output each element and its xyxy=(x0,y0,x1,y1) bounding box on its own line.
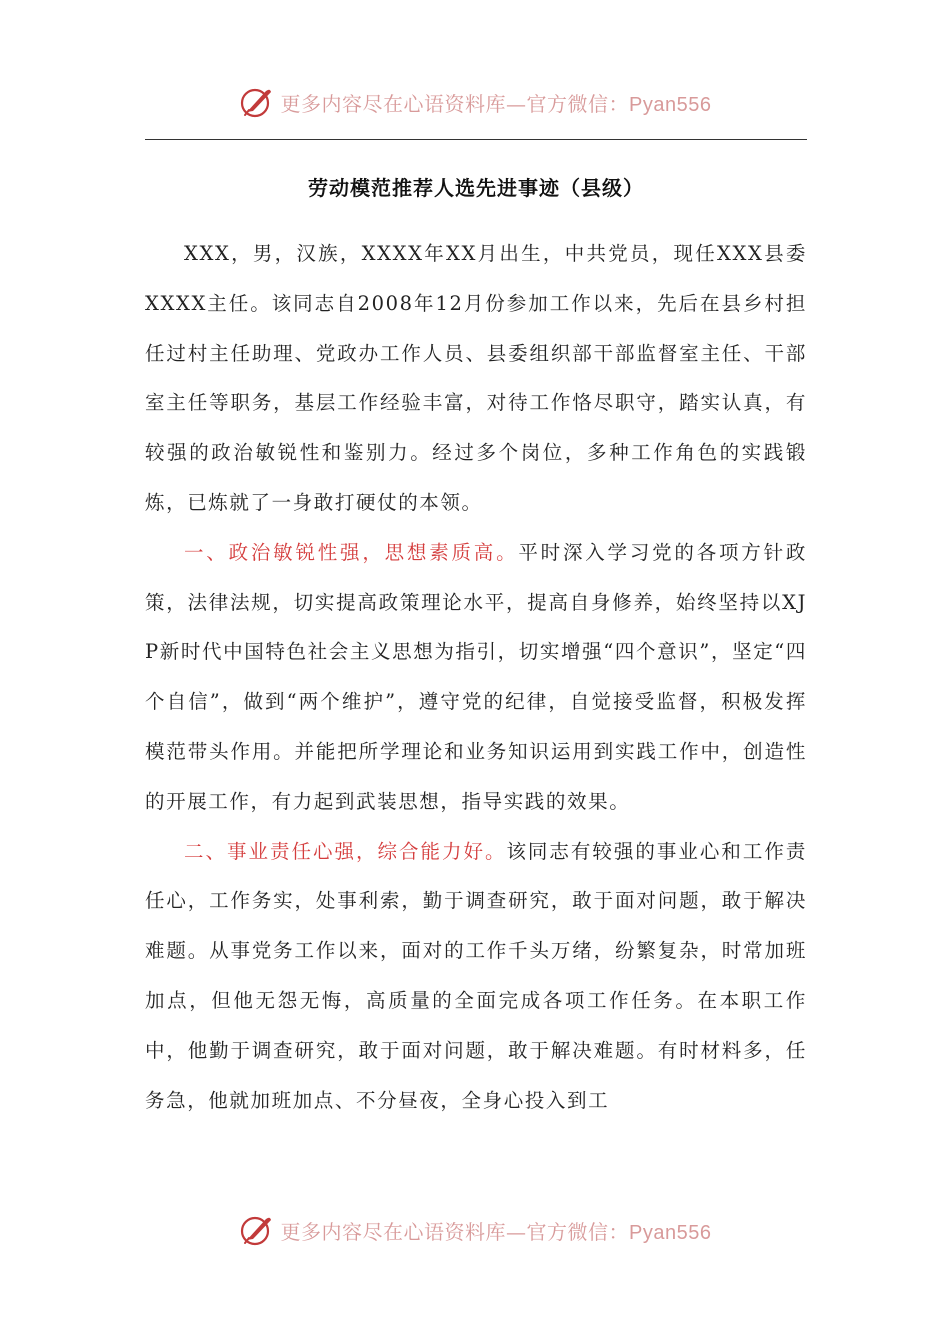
paragraph-text: 该同志有较强的事业心和工作责任心，工作务实，处事利索，勤于调查研究，敢于面对问题，敢于解决难题。从事党务工作以来，面对的工作千头万绪，纷繁复杂，时常加班加点，但他无怨无悔，高质量的全面完成各项工作任务。在本职工作中，他勤于调查研究，敢于面对问题，敢于解决难题。有时材料多，任务急，他就加班加点、不分昼夜，全身心投入到工 xyxy=(145,839,807,1112)
section-one-paragraph xyxy=(145,528,807,827)
footer-banner xyxy=(0,1208,950,1252)
quill-logo-icon xyxy=(239,1212,275,1248)
paragraph-text: 平时深入学习党的各项方针政策，法律法规，切实提高政策理论水平，提高自身修养，始终坚持以XJP新时代中国特色社会主义思想为指引，切实增强“四个意识”，坚定“四个自信”，做到“两个维护”，遵守党的纪律，自觉接受监督，积极发挥模范带头作用。并能把所学理论和业务知识运用到实践工作中，创造性的开展工作，有力起到武装思想，指导实践的效果。 xyxy=(145,540,807,813)
document-body xyxy=(145,229,807,1125)
banner-text: 更多内容尽在心语资料库—官方微信：Pyan556 xyxy=(280,91,712,116)
section-heading: 二、事业责任心强，综合能力好。 xyxy=(184,839,507,863)
quill-logo-icon xyxy=(239,84,275,120)
section-two-paragraph xyxy=(145,827,807,1126)
wechat-id: Pyan556 xyxy=(629,93,712,116)
header-divider xyxy=(145,139,807,140)
banner-text: 更多内容尽在心语资料库—官方微信：Pyan556 xyxy=(280,1219,712,1244)
paragraph-text: XXX，男，汉族，XXXX年XX月出生，中共党员，现任XXX县委XXXX主任。该同志自2008年12月份参加工作以来，先后在县乡村担任过村主任助理、党政办工作人员、县委组织部干部监督室主任、干部室主任等职务，基层工作经验丰富，对待工作恪尽职守，踏实认真，有较强的政治敏锐性和鉴别力。经过多个岗位，多种工作角色的实践锻炼，已炼就了一身敢打硬仗的本领。 xyxy=(145,242,807,514)
header-banner xyxy=(0,80,950,124)
document-title: 劳动模范推荐人选先进事迹（县级） xyxy=(308,176,644,200)
wechat-id: Pyan556 xyxy=(629,1221,712,1244)
intro-paragraph xyxy=(145,229,807,528)
section-heading: 一、政治敏锐性强，思想素质高。 xyxy=(184,540,519,564)
